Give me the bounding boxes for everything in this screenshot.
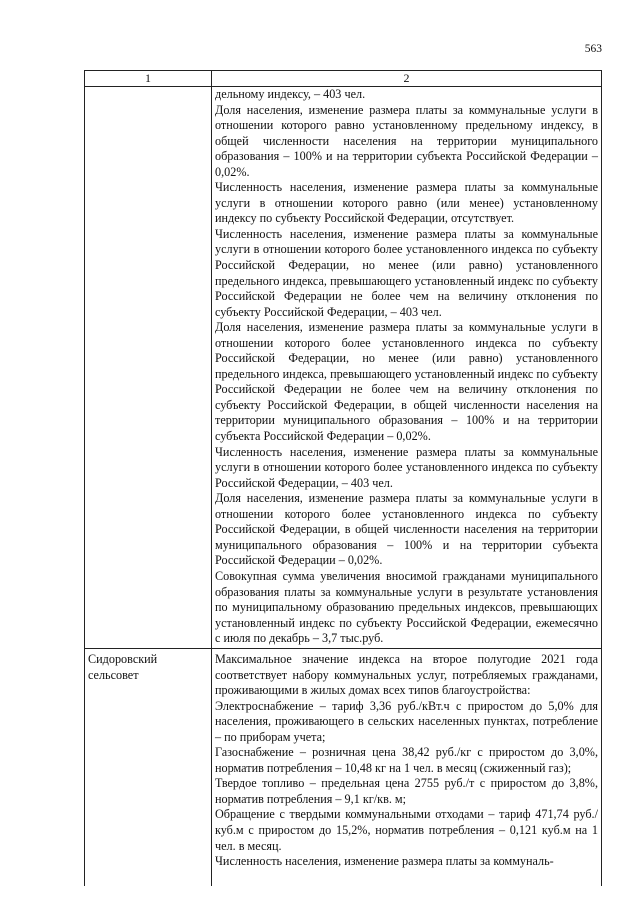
page-number: 563 [584, 43, 602, 55]
paragraph: Численность населения, изменение размера платы за коммунальные услуги в отношении которого более установленного индекса по субъекту Российской Федерации, – 403 чел. [215, 444, 598, 490]
paragraph: Доля населения, изменение размера платы за коммунальные услуги в отношении которого более установленного индекса по субъекту Российской Федерации, в общей численности населения на территории муниципального образования – 100% и на территории субъекта Российской Федерации – 0,02%. [215, 491, 598, 568]
paragraph: Доля населения, изменение размера платы за коммунальные услуги в отношении которого равно установленному предельному индексу, в общей численности населения на территории муниципального образования – 100% и на территории субъекта Российской Федерации – 0,02%. [215, 102, 598, 179]
region-name-line: Сидоровский [88, 652, 158, 666]
header-col-1: 1 [84, 71, 212, 86]
table-row [84, 649, 602, 886]
description-cell [212, 87, 602, 648]
description-cell [212, 649, 602, 886]
paragraph: Электроснабжение – тариф 3,36 руб./кВт.ч с приростом до 5,0% для населения, проживающего в сельских населенных пунктах, потребление – по приборам учета; [215, 698, 598, 744]
table-row [84, 87, 602, 649]
table-header-row [84, 70, 602, 87]
paragraph: Доля населения, изменение размера платы за коммунальные услуги в отношении которого более установленного индекса по субъекту Российской Федерации, но менее (или равно) установленного предельного индекса, превышающего установленный индекс по субъекту Российской Федерации не более чем на величину отклонения по субъекту Российской Федерации, в общей численности населения на территории муниципального образования – 100% и на территории субъекта Российской Федерации – 0,02%. [215, 320, 598, 444]
paragraph: Максимальное значение индекса на второе полугодие 2021 года соответствует набору коммунальных услуг, потребляемых гражданами, проживающими в жилых домах всех типов благоустройства: [215, 652, 598, 698]
paragraph: Твердое топливо – предельная цена 2755 руб./т с приростом до 3,8%, норматив потребления – 9,1 кг/кв. м; [215, 776, 598, 806]
header-col-2: 2 [212, 71, 602, 86]
paragraph: Численность населения, изменение размера платы за коммунальные услуги в отношении которого более установленного индекса по субъекту Российской Федерации, но менее (или равно) установленного предельного индекса, превышающего установленный индекс по субъекту Российской Федерации не более чем на величину отклонения по субъекту Российской Федерации, – 403 чел. [215, 226, 598, 319]
paragraph: Численность населения, изменение размера платы за коммуналь- [215, 854, 554, 869]
region-cell [84, 87, 212, 648]
region-cell [84, 649, 212, 886]
paragraph: Совокупная сумма увеличения вносимой гражданами муниципального образования платы за коммунальные услуги в результате установления по муниципальному образованию предельных индексов, превышающих установленный индекс по субъекту Российской Федерации, ежемесячно с июля по декабрь – 3,7 тыс.руб. [215, 568, 598, 646]
paragraph: Численность населения, изменение размера платы за коммунальные услуги в отношении которого равно (или менее) установленному индексу по субъекту Российской Федерации, отсутствует. [215, 180, 598, 226]
document-table [84, 70, 602, 886]
paragraph: дельному индексу, – 403 чел. [215, 87, 366, 101]
paragraph: Газоснабжение – розничная цена 38,42 руб./кг с приростом до 3,0%, норматив потребления – 10,48 кг на 1 чел. в месяц (сжиженный газ); [215, 745, 598, 775]
paragraph: Обращение с твердыми коммунальными отходами – тариф 471,74 руб./куб.м с приростом до 15,2%, норматив потребления – 0,121 куб.м на 1 чел. в месяц. [215, 807, 598, 853]
region-name-line: сельсовет [88, 667, 139, 682]
